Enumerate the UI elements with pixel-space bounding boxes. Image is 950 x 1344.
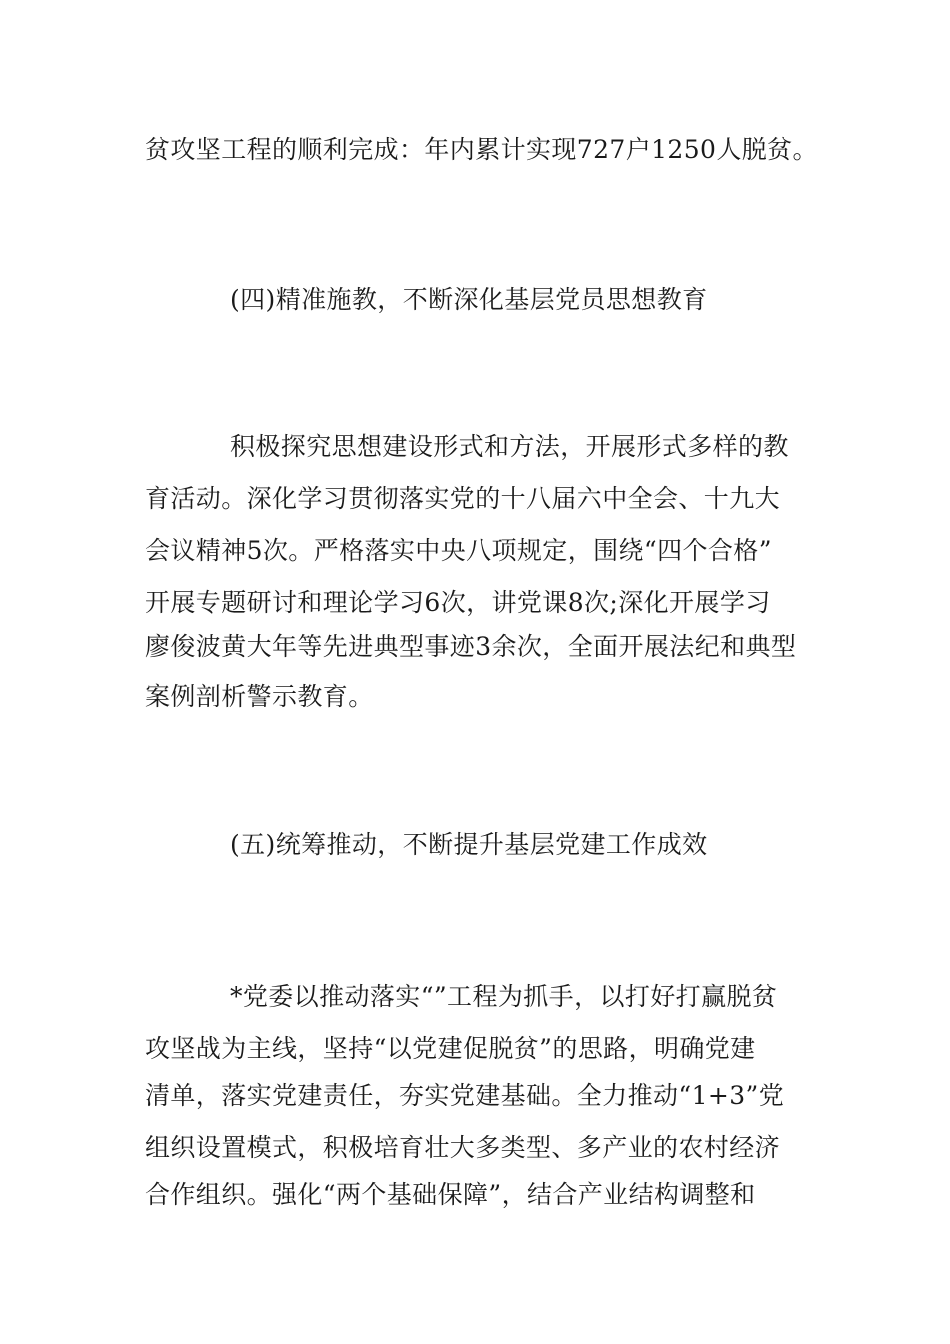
paragraph-line: 会议精神5次。严格落实中央八项规定，围绕“四个合格” [145,536,772,565]
paragraph-line: 积极探究思想建设形式和方法，开展形式多样的教 [230,432,789,461]
paragraph-line: 开展专题研讨和理论学习6次，讲党课8次;深化开展学习 [145,588,771,617]
paragraph-line: 合作组织。强化“两个基础保障”，结合产业结构调整和 [145,1180,756,1209]
paragraph-line: 案例剖析警示教育。 [145,682,374,711]
paragraph-line: 组织设置模式，积极培育壮大多类型、多产业的农村经济 [145,1133,781,1162]
paragraph-line: *党委以推动落实“”工程为抓手，以打好打赢脱贫 [230,982,778,1011]
paragraph-line: 清单，落实党建责任，夯实党建基础。全力推动“1+3”党 [145,1081,785,1110]
paragraph-line: 廖俊波黄大年等先进典型事迹3余次，全面开展法纪和典型 [145,632,797,661]
paragraph-line: 育活动。深化学习贯彻落实党的十八届六中全会、十九大 [145,484,781,513]
paragraph-line: 攻坚战为主线，坚持“以党建促脱贫”的思路，明确党建 [145,1034,756,1063]
paragraph-line: 贫攻坚工程的顺利完成：年内累计实现727户1250人脱贫。 [145,135,818,164]
section-heading-5: (五)统筹推动，不断提升基层党建工作成效 [230,830,708,859]
section-heading-4: (四)精准施教，不断深化基层党员思想教育 [230,285,708,314]
